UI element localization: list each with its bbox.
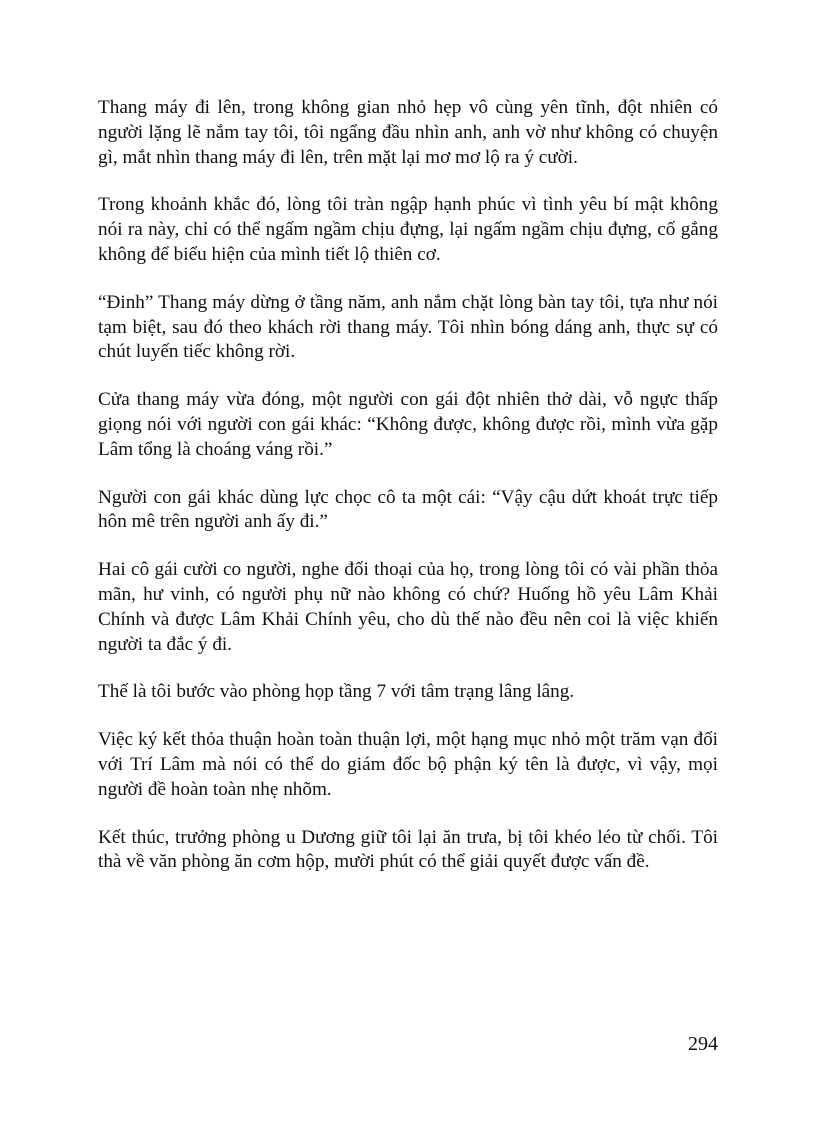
paragraph-6: Hai cô gái cười co người, nghe đối thoại của họ, trong lòng tôi có vài phần thỏa mãn, hư vinh, có người phụ nữ nào không có chứ? Huống hồ yêu Lâm Khải Chính và được Lâm Khải Chính yêu, cho dù thế nào đều nên coi là việc khiến người ta đắc ý đi. (98, 559, 718, 655)
paragraph-1: Thang máy đi lên, trong không gian nhỏ hẹp vô cùng yên tĩnh, đột nhiên có người lặng lẽ nắm tay tôi, tôi ngẩng đầu nhìn anh, anh vờ như không có chuyện gì, mắt nhìn thang máy đi lên, trên mặt lại mơ mơ lộ ra ý cười. (98, 97, 718, 168)
paragraph-7: Thế là tôi bước vào phòng họp tầng 7 với tâm trạng lâng lâng. (98, 681, 575, 703)
paragraph-5: Người con gái khác dùng lực chọc cô ta một cái: “Vậy cậu dứt khoát trực tiếp hôn mê trên người anh ấy đi.” (98, 486, 718, 533)
paragraph-4: Cửa thang máy vừa đóng, một người con gái đột nhiên thở dài, vỗ ngực thấp giọng nói với người con gái khác: “Không được, không được rồi, mình vừa gặp Lâm tổng là choáng váng rồi.” (98, 389, 718, 460)
page-number: 294 (688, 1033, 718, 1055)
paragraph-9: Kết thúc, trưởng phòng u Dương giữ tôi lại ăn trưa, bị tôi khéo léo từ chối. Tôi thà về văn phòng ăn cơm hộp, mười phút có thể giải quyết được vấn đề. (98, 826, 718, 873)
paragraph-8: Việc ký kết thỏa thuận hoàn toàn thuận lợi, một hạng mục nhỏ một trăm vạn đối với Trí Lâm mà nói có thể do giám đốc bộ phận ký tên là được, vì vậy, mọi người đề hoàn toàn nhẹ nhõm. (98, 729, 718, 800)
paragraph-2: Trong khoảnh khắc đó, lòng tôi tràn ngập hạnh phúc vì tình yêu bí mật không nói ra này, chỉ có thể ngấm ngầm chịu đựng, lại ngấm ngầm chịu đựng, cố gắng không để biểu hiện của mình tiết lộ thiên cơ. (98, 194, 718, 265)
paragraph-3: “Đinh” Thang máy dừng ở tầng năm, anh nắm chặt lòng bàn tay tôi, tựa như nói tạm biệt, sau đó theo khách rời thang máy. Tôi nhìn bóng dáng anh, thực sự có chút luyến tiếc không rời. (98, 291, 718, 363)
